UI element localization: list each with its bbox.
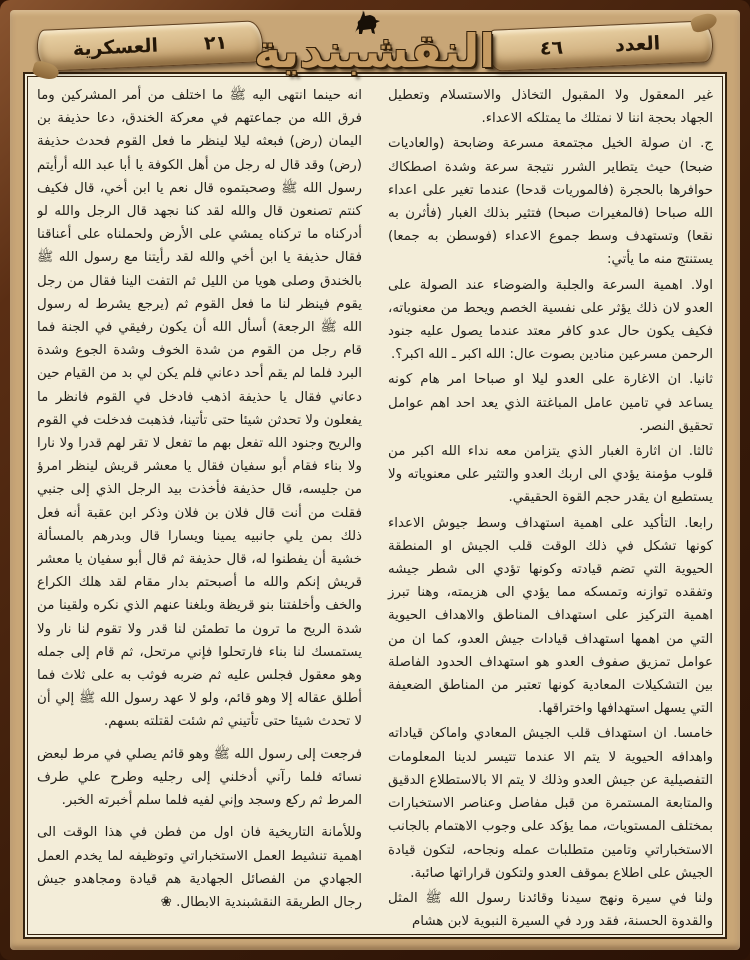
section-name: العسكرية [72, 34, 159, 61]
issue-number: ٤٦ [539, 36, 564, 60]
paragraph: ج. ان صولة الخيل مجتمعة مسرعة وضابحة (والعاديات ضبحا) حيث يتطاير الشرر نتيجة سرعة وشدة اصطكاك حوافرها بالحجرة (فالموريات قدحا) عندما تغير على اعداء الله صباحا (فالمغيرات صبحا) فتثير بذلك الغبار (فأثرن به نقعا) وتستهدف وسط جموع الاعداء (فوسطن به جمعا) يستنتج منه ما يأتي: [388, 136, 713, 268]
paragraph: فرجعت إلى رسول الله ﷺ وهو قائم يصلي في مرط لبعض نسائه فلما رآني أدخلني إلى رجليه وطرح علي طرف المرط ثم ركع وسجد وإني لفيه فلما سلم أخبرته الخبر. [37, 746, 362, 809]
page-number: ٢١ [203, 31, 228, 55]
issue-label: العدد [614, 32, 661, 57]
paragraph: انه حينما انتهى اليه ﷺ ما اختلف من أمر المشركين وما فرق الله من جماعتهم في معركة الخندق، دعا حذيفة بن اليمان (رض) فبعثه ليلا لينظر ما فعل القوم فحدث حذيفة (رض) وقد قال له رجل من أهل الكوفة يا أبا عبد الله أرأيتم رسول الله ﷺ وصحبتموه قال نعم يا ابن أخي، قال فكيف كنتم تصنعون قال والله لقد كنا نجهد قال الرجل والله لو أدركناه ما تركناه يمشي على الأرض ولحملناه على أعناقنا فقال حذيفة يا ابن أخي والله لقد رأيتنا مع رسول الله ﷺ بالخندق وصلى هويا من الليل ثم التفت الينا فقال من رجل يقوم فينظر لنا ما فعل القوم ثم (يرجع يشرط له رسول الله ﷺ الرجعة) أسأل الله أن يكون رفيقي في الجنة فما قام رجل من القوم من شدة الخوف وشدة الجوع وشدة البرد فلما لم يقم أحد دعاني فلم يكن لي بد من القيام حين دعاني فقال يا حذيفة اذهب فادخل في القوم فانظر ما يفعلون ولا تحدثن شيئا حتى تأتينا، فذهبت فدخلت في القوم والريح وجنود الله تفعل بهم ما تفعل لا تقر لهم قدرا ولا نارا ولا بناء فقام أبو سفيان فقال يا معشر قريش لينظر امرؤ من جليسه، قال حذيفة فأخذت بيد الرجل الذي إلى جنبي فقلت من أنت قال فلان بن فلان وذكر ابن عقبة أنه فعل ذلك بمن يلي جانبيه يمينا ويسارا قال وبدرهم بالمسألة خشية أن يفطنوا له، قال حذيفة ثم قال أبو سفيان يا معشر قريش إنكم والله ما أصبحتم بدار مقام لقد هلك الكراع والخف وأخلفتنا بنو قريظة وبلغنا عنهم الذي نكره ولقينا من شدة الريح ما ترون ما تطمئن لنا قدر ولا تقوم لنا نار ولا يستمسك لنا بناء فارتحلوا فإني مرتحل، ثم قام إلى جمله وهو معقول فجلس عليه ثم ضربه فوثب به على ثلاث فما أطلق عقاله إلا وهو قائم، ولو لا عهد رسول الله ﷺ إلي أن لا تحدث شيئا حتى تأتيني ثم شئت لقتلته بسهم. [37, 88, 362, 730]
page-content [23, 72, 727, 939]
paragraph: وللأمانة التاريخية فان اول من فطن في هذا الوقت الى اهمية تنشيط العمل الاستخباراتي وتوظيفه لما يخدم العمل الجهادي من الفصائل الجهادية هم قيادة ومجاهدو جيش رجال الطريقة النقشبندية الابطال. ❀ [37, 825, 362, 910]
article-columns [37, 84, 713, 929]
section-banner [36, 20, 264, 72]
paragraph: غير المعقول ولا المقبول التخاذل والاستسلام وتعطيل الجهاد بحجة اننا لا نمتلك ما يمتلكه الاعداء. [388, 88, 713, 127]
paragraph: اولا. اهمية السرعة والجلبة والضوضاء عند الصولة على العدو لان ذلك يؤثر على نفسية الخصم ويحط من معنوياته، فكيف يكون حال عدو كافر معتد عندما يصول عليه جنود الرحمن مسرعين منادين بصوت عال: الله اكبر ـ الله اكبر؟. [388, 277, 713, 363]
column-right [388, 84, 713, 929]
paragraph: رابعا. التأكيد على اهمية استهداف وسط جيوش الاعداء كونها تشكل في ذلك الوقت قلب الجيش او المنطقة الحيوية التي تضم قيادته وكونها تؤدي الى شطر جيشه وتفقده توازنه وتمسكه مما يؤدي الى هزيمته، وهنا تبرز اهمية التركيز على استهداف المناطق والاهداف الحيوية التي من اهمها استهداف قيادات جيش العدو، كما ان من عوامل تمزيق صفوف العدو هو استهداف الحدود الفاصلة بين التشكيلات المعادية كونها تعتبر من المناطق الضعيفة التي يسهل استهدافها واختراقها. [388, 515, 713, 717]
logo-title: النقشبندية [253, 24, 495, 78]
paragraph: ثانيا. ان الاغارة على العدو ليلا او صباحا امر هام كونه يساعد في تامين عامل المباغتة الذي يعد احد اهم عوامل تحقيق النصر. [388, 372, 713, 434]
column-left [37, 84, 362, 929]
paragraph: ولنا في سيرة ونهج سيدنا وقائدنا رسول الله ﷺ المثل والقدوة الحسنة، فقد ورد في السيرة النبوية لابن هشام [388, 890, 713, 929]
paragraph: ثالثا. ان اثارة الغبار الذي يتزامن معه نداء الله اكبر من قلوب مؤمنة يؤدي الى اربك العدو والتثير على معنوياته ولا يستطيع ان يقدر حجم القوة الحقيقي. [388, 444, 713, 506]
paragraph: خامسا. ان استهداف قلب الجيش المعادي واماكن قياداته واهدافه الحيوية لا يتم الا عندما تتيسر لدينا المعلومات التفصيلية عن جيش العدو وذلك لا يتم الا بالاستطلاع الدقيق والمتابعة المستمرة من قبل مفاصل وعناصر الاستخبارات بمختلف المستويات، مما يؤكد على وجوب الاهتمام بالجانب الاستخباراتي وتامين متطلبات عمله ونجاحه، لتكون قيادة الجيش على اطلاع بموقف العدو ولتكون قراراتها صائبة. [388, 726, 713, 881]
magazine-logo [255, 10, 495, 77]
page-frame [10, 10, 740, 950]
issue-banner [486, 20, 714, 72]
